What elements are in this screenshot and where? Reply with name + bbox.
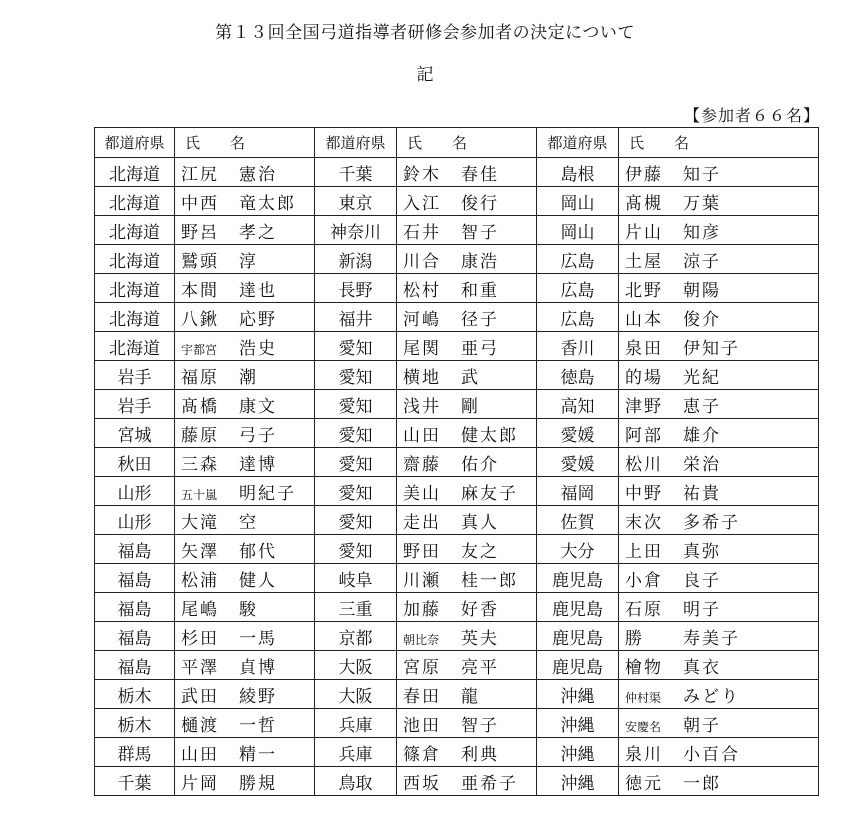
name-cell [397, 738, 537, 767]
header-prefecture: 都道府県 [537, 128, 619, 158]
family-name: 平澤 [181, 657, 219, 678]
name-cell [397, 187, 537, 216]
given-name: 一馬 [239, 628, 277, 649]
prefecture-cell: 宮城 [95, 419, 175, 448]
name-cell [175, 245, 315, 274]
name-cell [175, 680, 315, 709]
given-name: 明紀子 [239, 483, 296, 504]
prefecture-cell: 鹿児島 [537, 622, 619, 651]
name-cell [397, 593, 537, 622]
table-row [95, 187, 819, 216]
family-name: 鷲頭 [181, 251, 219, 272]
header-prefecture: 都道府県 [315, 128, 397, 158]
family-name: 矢澤 [181, 541, 219, 562]
name-cell [175, 564, 315, 593]
given-name: 朝子 [683, 715, 721, 736]
participants-table [94, 127, 819, 796]
prefecture-cell: 大分 [537, 535, 619, 564]
family-name: 篠倉 [403, 744, 441, 765]
prefecture-cell: 愛知 [315, 535, 397, 564]
name-cell [397, 680, 537, 709]
name-cell [619, 419, 819, 448]
family-name: 片岡 [181, 773, 219, 794]
given-name: 精一 [239, 744, 277, 765]
table-row [95, 709, 819, 738]
given-name: 剛 [461, 396, 480, 417]
name-cell [619, 187, 819, 216]
prefecture-cell: 鹿児島 [537, 651, 619, 680]
family-name: 宇都宮 [181, 342, 218, 357]
given-name: 小百合 [683, 744, 740, 765]
family-name: 走出 [403, 512, 441, 533]
name-cell [619, 738, 819, 767]
table-row [95, 448, 819, 477]
name-cell [619, 709, 819, 738]
prefecture-cell: 福島 [95, 593, 175, 622]
given-name: 龍 [461, 686, 480, 707]
name-cell [397, 767, 537, 796]
name-cell [175, 738, 315, 767]
prefecture-cell: 広島 [537, 245, 619, 274]
family-name: 松浦 [181, 570, 219, 591]
prefecture-cell: 北海道 [95, 303, 175, 332]
table-row [95, 506, 819, 535]
family-name: 河嶋 [403, 309, 441, 330]
family-name: 土屋 [625, 251, 663, 272]
prefecture-cell: 北海道 [95, 245, 175, 274]
prefecture-cell: 愛知 [315, 448, 397, 477]
given-name: 多希子 [683, 512, 740, 533]
family-name: 泉田 [625, 338, 663, 359]
given-name: 真人 [461, 512, 499, 533]
name-cell [175, 187, 315, 216]
family-name: 朝比奈 [403, 632, 440, 647]
name-cell [397, 361, 537, 390]
prefecture-cell: 北海道 [95, 187, 175, 216]
given-name: 孝之 [239, 222, 277, 243]
family-name: 福原 [181, 367, 219, 388]
table-row [95, 680, 819, 709]
given-name: 春佳 [461, 164, 499, 185]
family-name: 鈴木 [403, 164, 441, 185]
family-name: 春田 [403, 686, 441, 707]
family-name: 西坂 [403, 773, 441, 794]
given-name: 知彦 [683, 222, 721, 243]
family-name: 武田 [181, 686, 219, 707]
prefecture-cell: 山形 [95, 506, 175, 535]
name-cell [397, 651, 537, 680]
prefecture-cell: 岐阜 [315, 564, 397, 593]
family-name: 檜物 [625, 657, 663, 678]
prefecture-cell: 新潟 [315, 245, 397, 274]
given-name: 武 [461, 367, 480, 388]
table-row [95, 216, 819, 245]
given-name: 勝規 [239, 773, 277, 794]
prefecture-cell: 栃木 [95, 709, 175, 738]
table-row [95, 419, 819, 448]
prefecture-cell: 北海道 [95, 216, 175, 245]
family-name: 石井 [403, 222, 441, 243]
prefecture-cell: 福島 [95, 651, 175, 680]
given-name: 佑介 [461, 454, 499, 475]
name-cell [397, 448, 537, 477]
name-cell [175, 216, 315, 245]
given-name: 俊介 [683, 309, 721, 330]
table-row [95, 535, 819, 564]
given-name: 涼子 [683, 251, 721, 272]
name-cell [175, 506, 315, 535]
name-cell [619, 535, 819, 564]
family-name: 阿部 [625, 425, 663, 446]
prefecture-cell: 神奈川 [315, 216, 397, 245]
given-name: 達博 [239, 454, 277, 475]
table-row [95, 361, 819, 390]
name-cell [397, 477, 537, 506]
name-cell [175, 419, 315, 448]
prefecture-cell: 愛知 [315, 361, 397, 390]
given-name: 駿 [239, 599, 258, 620]
family-name: 北野 [625, 280, 663, 301]
header-prefecture: 都道府県 [95, 128, 175, 158]
prefecture-cell: 福島 [95, 622, 175, 651]
given-name: 竜太郎 [239, 193, 296, 214]
given-name: 良子 [683, 570, 721, 591]
table-row [95, 767, 819, 796]
given-name: 麻友子 [461, 483, 518, 504]
family-name: 野呂 [181, 222, 219, 243]
name-cell [619, 651, 819, 680]
family-name: 山田 [403, 425, 441, 446]
family-name: 松村 [403, 280, 441, 301]
name-cell [397, 332, 537, 361]
prefecture-cell: 沖縄 [537, 709, 619, 738]
name-cell [619, 477, 819, 506]
family-name: 尾嶋 [181, 599, 219, 620]
prefecture-cell: 愛知 [315, 390, 397, 419]
name-cell [397, 419, 537, 448]
prefecture-cell: 岡山 [537, 187, 619, 216]
name-cell [397, 709, 537, 738]
name-cell [619, 390, 819, 419]
prefecture-cell: 香川 [537, 332, 619, 361]
prefecture-cell: 福井 [315, 303, 397, 332]
table-row [95, 593, 819, 622]
family-name: 五十嵐 [181, 487, 218, 502]
family-name: 江尻 [181, 164, 219, 185]
name-cell [397, 274, 537, 303]
given-name: 貞博 [239, 657, 277, 678]
ki-heading: 記 [416, 65, 434, 85]
given-name: 達也 [239, 280, 277, 301]
prefecture-cell: 北海道 [95, 332, 175, 361]
name-cell [619, 361, 819, 390]
family-name: 野田 [403, 541, 441, 562]
given-name: 康文 [239, 396, 277, 417]
prefecture-cell: 京都 [315, 622, 397, 651]
name-cell [619, 303, 819, 332]
family-name: 中西 [181, 193, 219, 214]
given-name: 憲治 [239, 164, 277, 185]
family-name: 樋渡 [181, 715, 219, 736]
name-cell [619, 216, 819, 245]
given-name: 桂一郎 [461, 570, 518, 591]
name-cell [397, 158, 537, 187]
prefecture-cell: 愛媛 [537, 419, 619, 448]
family-name: 加藤 [403, 599, 441, 620]
prefecture-cell: 福島 [95, 535, 175, 564]
family-name: 安慶名 [625, 719, 662, 734]
header-name: 氏 名 [397, 128, 537, 158]
family-name: 横地 [403, 367, 441, 388]
given-name: 郁代 [239, 541, 277, 562]
prefecture-cell: 鹿児島 [537, 593, 619, 622]
family-name: 片山 [625, 222, 663, 243]
family-name: 美山 [403, 483, 441, 504]
given-name: 利典 [461, 744, 499, 765]
given-name: 智子 [461, 222, 499, 243]
name-cell [619, 158, 819, 187]
given-name: 綾野 [239, 686, 277, 707]
prefecture-cell: 愛知 [315, 419, 397, 448]
family-name: 尾関 [403, 338, 441, 359]
given-name: 応野 [239, 309, 277, 330]
prefecture-cell: 秋田 [95, 448, 175, 477]
prefecture-cell: 広島 [537, 303, 619, 332]
name-cell [619, 332, 819, 361]
prefecture-cell: 兵庫 [315, 709, 397, 738]
family-name: 藤原 [181, 425, 219, 446]
given-name: 寿美子 [683, 628, 740, 649]
name-cell [397, 506, 537, 535]
name-cell [175, 622, 315, 651]
prefecture-cell: 北海道 [95, 158, 175, 187]
name-cell [619, 245, 819, 274]
table-row [95, 738, 819, 767]
name-cell [175, 361, 315, 390]
table-row [95, 390, 819, 419]
family-name: 伊藤 [625, 164, 663, 185]
given-name: 知子 [683, 164, 721, 185]
given-name: 一哲 [239, 715, 277, 736]
family-name: 八鍬 [181, 309, 219, 330]
given-name: 真弥 [683, 541, 721, 562]
given-name: 淳 [239, 251, 258, 272]
table-row [95, 274, 819, 303]
prefecture-cell: 沖縄 [537, 738, 619, 767]
name-cell [619, 506, 819, 535]
family-name: 川瀬 [403, 570, 441, 591]
table-row [95, 477, 819, 506]
name-cell [175, 477, 315, 506]
given-name: 万葉 [683, 193, 721, 214]
name-cell [397, 535, 537, 564]
given-name: 祐貴 [683, 483, 721, 504]
given-name: 潮 [239, 367, 258, 388]
given-name: 径子 [461, 309, 499, 330]
table-row [95, 564, 819, 593]
given-name: 真衣 [683, 657, 721, 678]
prefecture-cell: 愛知 [315, 506, 397, 535]
header-name: 氏 名 [619, 128, 819, 158]
family-name: 中野 [625, 483, 663, 504]
given-name: 一郎 [683, 773, 721, 794]
prefecture-cell: 福岡 [537, 477, 619, 506]
name-cell [175, 448, 315, 477]
name-cell [175, 767, 315, 796]
table-row [95, 622, 819, 651]
name-cell [619, 767, 819, 796]
given-name: 浩史 [239, 338, 277, 359]
given-name: 友之 [461, 541, 499, 562]
prefecture-cell: 鳥取 [315, 767, 397, 796]
prefecture-cell: 大阪 [315, 651, 397, 680]
table-row [95, 158, 819, 187]
family-name: 石原 [625, 599, 663, 620]
prefecture-cell: 沖縄 [537, 680, 619, 709]
family-name: 浅井 [403, 396, 441, 417]
family-name: 杉田 [181, 628, 219, 649]
given-name: 智子 [461, 715, 499, 736]
prefecture-cell: 佐賀 [537, 506, 619, 535]
table-row [95, 651, 819, 680]
family-name: 本間 [181, 280, 219, 301]
prefecture-cell: 群馬 [95, 738, 175, 767]
name-cell [619, 622, 819, 651]
family-name: 池田 [403, 715, 441, 736]
prefecture-cell: 島根 [537, 158, 619, 187]
given-name: 和重 [461, 280, 499, 301]
given-name: 英夫 [461, 628, 499, 649]
family-name: 仲村渠 [625, 690, 662, 705]
prefecture-cell: 沖縄 [537, 767, 619, 796]
header-name: 氏 名 [175, 128, 315, 158]
family-name: 三森 [181, 454, 219, 475]
prefecture-cell: 大阪 [315, 680, 397, 709]
given-name: 明子 [683, 599, 721, 620]
name-cell [175, 709, 315, 738]
prefecture-cell: 長野 [315, 274, 397, 303]
family-name: 大滝 [181, 512, 219, 533]
given-name: 好香 [461, 599, 499, 620]
family-name: 入江 [403, 193, 441, 214]
family-name: 的場 [625, 367, 663, 388]
prefecture-cell: 岩手 [95, 361, 175, 390]
name-cell [397, 245, 537, 274]
prefecture-cell: 鹿児島 [537, 564, 619, 593]
document-title: 第１３回全国弓道指導者研修会参加者の決定について [215, 23, 635, 43]
table-body [95, 158, 819, 796]
name-cell [175, 303, 315, 332]
name-cell [397, 564, 537, 593]
prefecture-cell: 東京 [315, 187, 397, 216]
participant-count: 【参加者６６名】 [683, 106, 820, 125]
table-row [95, 332, 819, 361]
prefecture-cell: 千葉 [315, 158, 397, 187]
name-cell [175, 332, 315, 361]
given-name: 恵子 [683, 396, 721, 417]
prefecture-cell: 愛知 [315, 332, 397, 361]
prefecture-cell: 広島 [537, 274, 619, 303]
family-name: 勝 [625, 628, 644, 649]
given-name: 朝陽 [683, 280, 721, 301]
given-name: 空 [239, 512, 258, 533]
family-name: 津野 [625, 396, 663, 417]
family-name: 川合 [403, 251, 441, 272]
family-name: 齋藤 [403, 454, 441, 475]
prefecture-cell: 愛媛 [537, 448, 619, 477]
prefecture-cell: 愛知 [315, 477, 397, 506]
family-name: 泉川 [625, 744, 663, 765]
family-name: 髙槻 [625, 193, 663, 214]
given-name: 亜希子 [461, 773, 518, 794]
prefecture-cell: 三重 [315, 593, 397, 622]
family-name: 末次 [625, 512, 663, 533]
given-name: 雄介 [683, 425, 721, 446]
table-row [95, 245, 819, 274]
name-cell [619, 680, 819, 709]
given-name: 健太郎 [461, 425, 518, 446]
table-header-row [95, 128, 819, 158]
family-name: 宮原 [403, 657, 441, 678]
name-cell [397, 390, 537, 419]
name-cell [397, 216, 537, 245]
given-name: 亜弓 [461, 338, 499, 359]
family-name: 松川 [625, 454, 663, 475]
table-row [95, 303, 819, 332]
name-cell [175, 390, 315, 419]
name-cell [619, 274, 819, 303]
name-cell [619, 593, 819, 622]
name-cell [175, 158, 315, 187]
given-name: 伊知子 [683, 338, 740, 359]
family-name: 小倉 [625, 570, 663, 591]
prefecture-cell: 栃木 [95, 680, 175, 709]
family-name: 山田 [181, 744, 219, 765]
given-name: 亮平 [461, 657, 499, 678]
prefecture-cell: 岩手 [95, 390, 175, 419]
name-cell [175, 593, 315, 622]
given-name: 俊行 [461, 193, 499, 214]
name-cell [397, 303, 537, 332]
given-name: 栄治 [683, 454, 721, 475]
prefecture-cell: 山形 [95, 477, 175, 506]
prefecture-cell: 徳島 [537, 361, 619, 390]
given-name: 健人 [239, 570, 277, 591]
name-cell [619, 564, 819, 593]
prefecture-cell: 千葉 [95, 767, 175, 796]
name-cell [175, 535, 315, 564]
prefecture-cell: 高知 [537, 390, 619, 419]
given-name: 康浩 [461, 251, 499, 272]
family-name: 山本 [625, 309, 663, 330]
prefecture-cell: 兵庫 [315, 738, 397, 767]
name-cell [175, 651, 315, 680]
given-name: みどり [683, 686, 740, 707]
name-cell [619, 448, 819, 477]
prefecture-cell: 岡山 [537, 216, 619, 245]
family-name: 髙橋 [181, 396, 219, 417]
given-name: 弓子 [239, 425, 277, 446]
prefecture-cell: 北海道 [95, 274, 175, 303]
prefecture-cell: 福島 [95, 564, 175, 593]
name-cell [175, 274, 315, 303]
family-name: 徳元 [625, 773, 663, 794]
given-name: 光紀 [683, 367, 721, 388]
family-name: 上田 [625, 541, 663, 562]
name-cell [397, 622, 537, 651]
